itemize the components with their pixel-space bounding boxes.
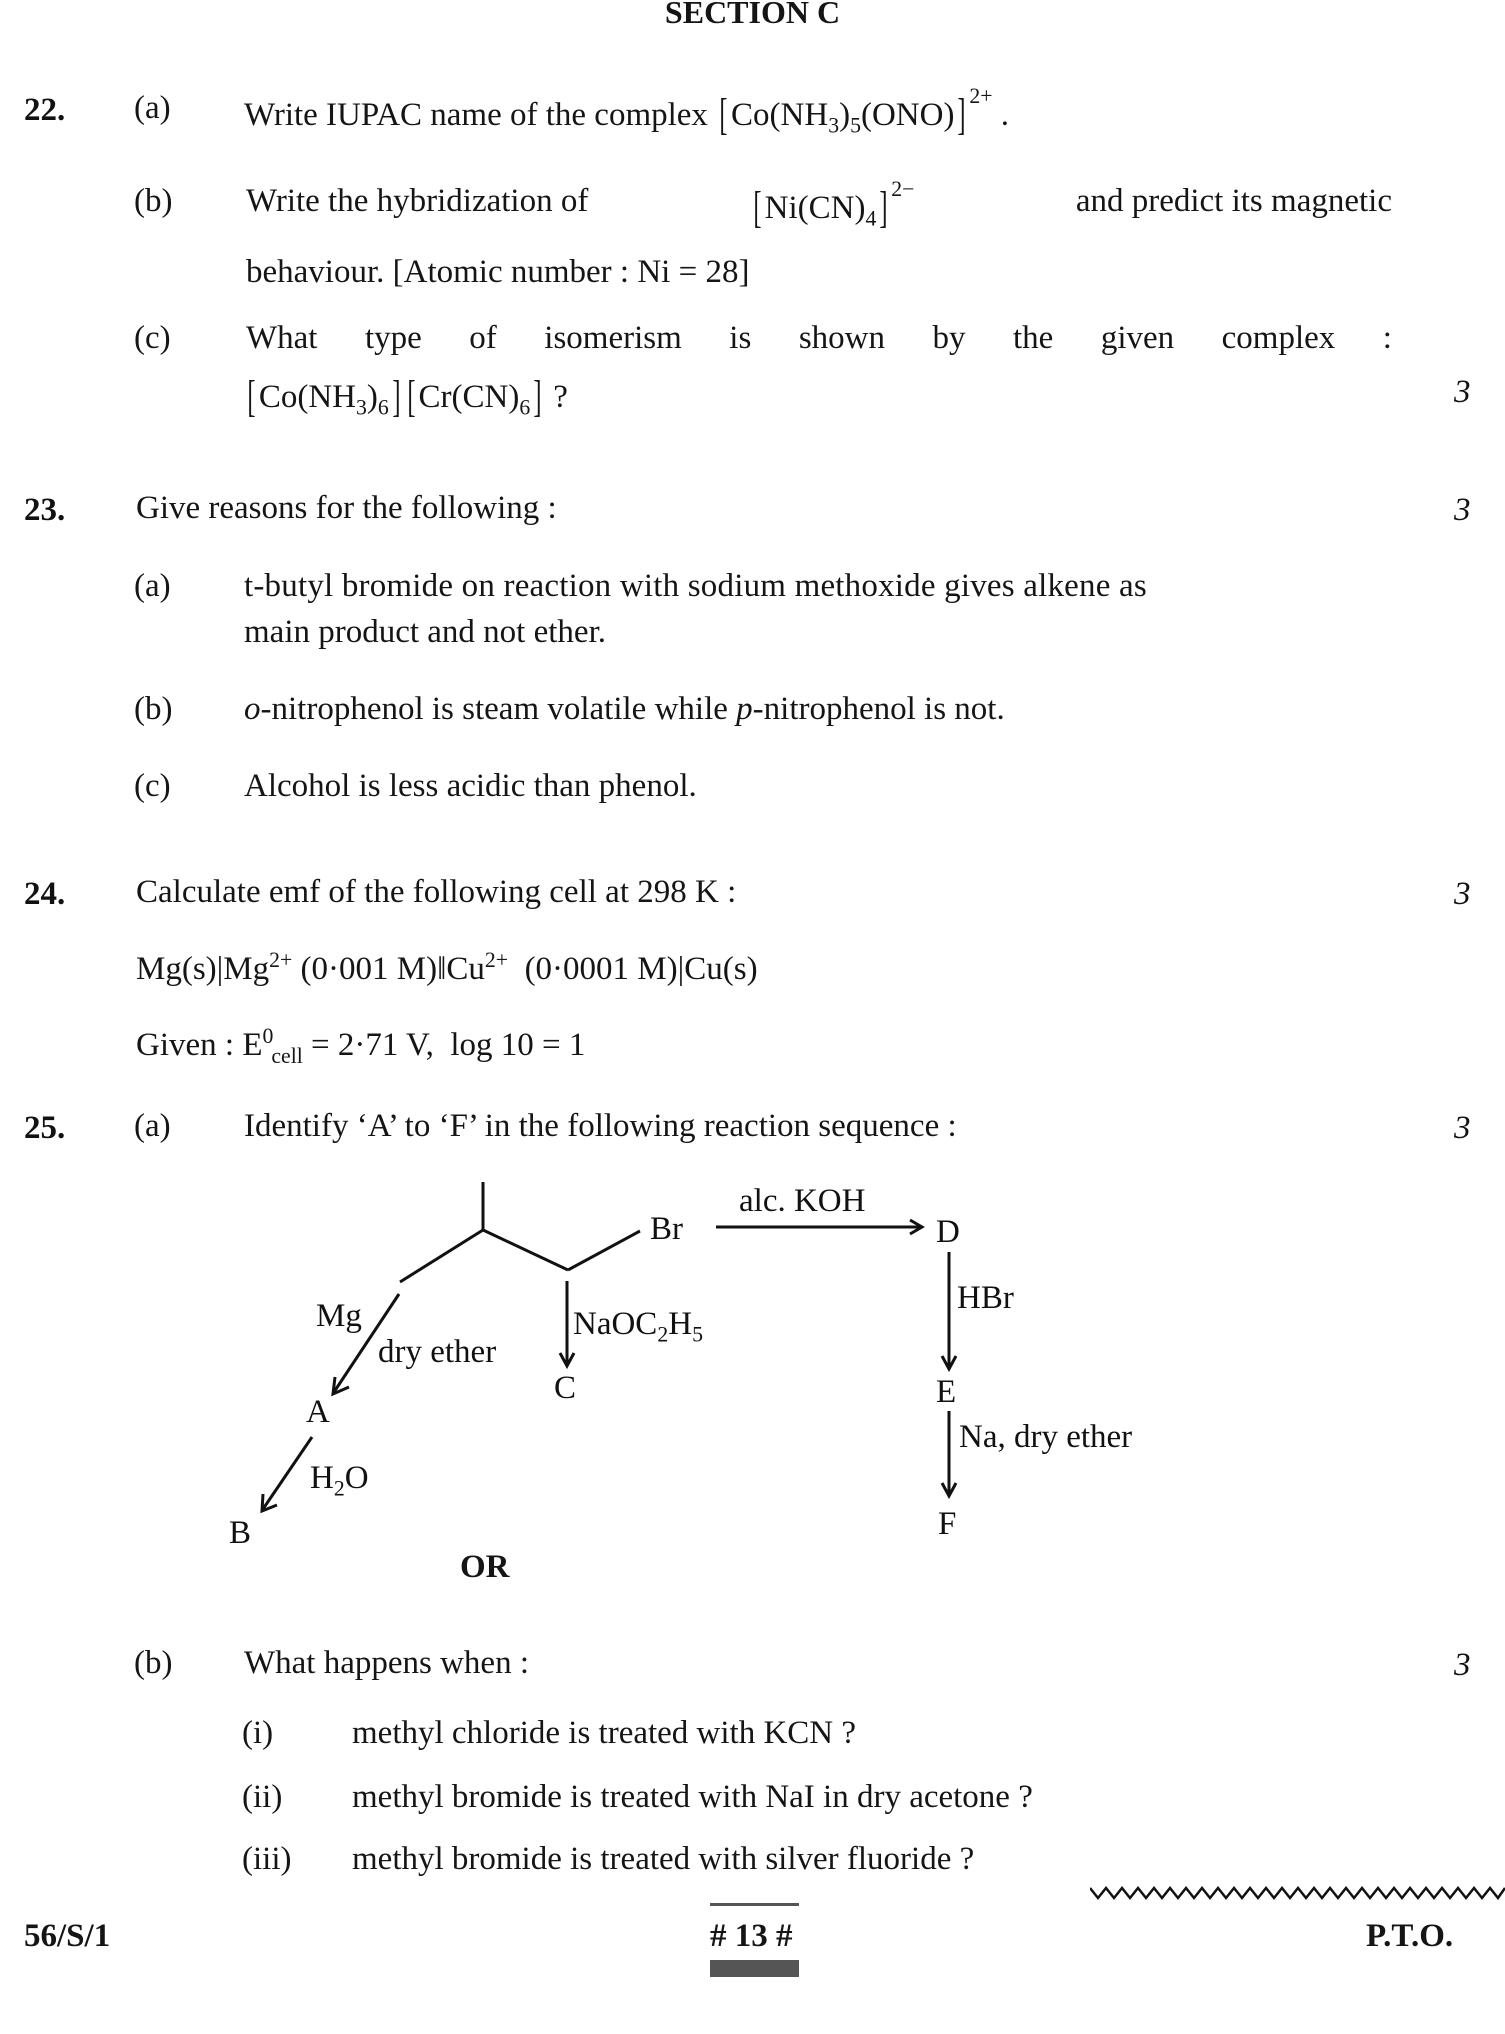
marks: 3 [1454, 876, 1471, 912]
charge-superscript: 2+ [484, 948, 509, 972]
q22b-prompt-post: and predict its magnetic [1075, 183, 1392, 219]
question-number: 25. [24, 1110, 66, 1146]
ion: Cu [446, 951, 485, 987]
phase-boundary: | [677, 951, 685, 987]
formula-part: H [310, 1460, 334, 1496]
product-e: E [936, 1374, 957, 1410]
formula-part: ) [366, 379, 378, 415]
marks: 3 [1454, 1647, 1471, 1683]
text: -nitrophenol is steam volatile while [260, 691, 737, 727]
marks: 3 [1454, 374, 1471, 410]
question-mark: ? [553, 379, 568, 415]
subscript: 6 [377, 395, 389, 420]
q25b-iii-text: methyl bromide is treated with silver fluoride ? [352, 1841, 975, 1877]
page-marker-block [710, 1960, 799, 1977]
q23c-text: Alcohol is less acidic than phenol. [244, 768, 697, 804]
reagent-hbr: HBr [957, 1280, 1014, 1316]
subscript: 6 [519, 395, 531, 420]
word: the [1013, 320, 1054, 356]
word: given [1100, 320, 1175, 356]
q23a-line1: t-butyl bromide on reaction with sodium methoxide gives alkene as [244, 568, 1147, 604]
question-number: 22. [24, 92, 66, 128]
bracket-close: ] [957, 89, 966, 139]
sub-part-label: (i) [242, 1715, 274, 1751]
subscript: 2 [657, 1322, 669, 1347]
bracket-open: [ [753, 182, 762, 232]
formula-part: NaOC [573, 1306, 658, 1342]
bracket-close: ] [392, 371, 401, 421]
cell-subscript: cell [271, 1043, 303, 1068]
word: : [1382, 320, 1392, 356]
formula-part: Cr(CN) [418, 379, 520, 415]
formula-part: H [668, 1306, 693, 1342]
word: isomerism [544, 320, 682, 356]
marks: 3 [1454, 492, 1471, 528]
italic-prefix: p [736, 691, 753, 727]
subscript: 2 [333, 1476, 345, 1501]
word: by [932, 320, 966, 356]
formula-part: (ONO) [860, 97, 955, 133]
concentration: (0·001 M) [292, 951, 438, 987]
subscript: 3 [356, 395, 367, 420]
end-of-questions-wavy-line [1090, 1884, 1505, 1904]
subscript: 3 [828, 113, 840, 138]
word: type [364, 320, 422, 356]
q24-intro: Calculate emf of the following cell at 298 K : [136, 874, 737, 910]
q22b-line2: behaviour. [Atomic number : Ni = 28] [246, 254, 750, 290]
reagent-na-dry-ether: Na, dry ether [959, 1419, 1133, 1455]
q22a-prompt: Write IUPAC name of the complex [244, 97, 708, 133]
product-a: A [306, 1394, 330, 1430]
part-label: (b) [134, 691, 173, 727]
part-label: (b) [134, 1645, 173, 1681]
please-turn-over: P.T.O. [1366, 1918, 1454, 1954]
bracket-open: [ [719, 89, 728, 139]
concentration: (0·0001 M) [508, 951, 678, 987]
reagent-naoc2h5 [573, 1306, 703, 1347]
formula-part: Ni(CN) [764, 190, 866, 226]
word: complex [1221, 320, 1336, 356]
formula-part: Co(NH [258, 379, 357, 415]
question-number: 23. [24, 492, 66, 528]
word: What [246, 320, 318, 356]
bond [483, 1230, 568, 1270]
q25b-ii-text: methyl bromide is treated with NaI in dry acetone ? [352, 1779, 1033, 1815]
anode: Mg(s) [136, 951, 217, 987]
sub-part-label: (iii) [242, 1841, 292, 1877]
phase-boundary: | [216, 951, 224, 987]
bracket-close: ] [533, 371, 542, 421]
reagent-mg: Mg [316, 1298, 362, 1334]
paper-code: 56/S/1 [24, 1918, 111, 1954]
bromine-label: Br [650, 1211, 683, 1247]
word: is [729, 320, 752, 356]
question-number: 24. [24, 876, 66, 912]
formula-part: O [344, 1460, 369, 1496]
reagent-alc-koh: alc. KOH [739, 1183, 866, 1219]
q23-intro: Give reasons for the following : [136, 490, 557, 526]
q25b-text: What happens when : [244, 1645, 529, 1681]
page-number-rule [710, 1903, 799, 1906]
word: of [469, 320, 497, 356]
given-values: = 2·71 V, log 10 = 1 [302, 1027, 586, 1063]
product-b: B [229, 1515, 252, 1551]
part-label: (b) [134, 183, 173, 219]
italic-prefix: o [244, 691, 261, 727]
or-separator: OR [460, 1549, 510, 1585]
charge-superscript: 2− [891, 177, 915, 201]
salt-bridge: ‖ [437, 951, 447, 987]
section-title: SECTION C [664, 0, 841, 30]
given-prefix: Given : E [136, 1027, 263, 1063]
q23a-line2: main product and not ether. [244, 614, 606, 650]
marks: 3 [1454, 1110, 1471, 1146]
product-d: D [936, 1214, 960, 1250]
part-label: (a) [134, 568, 171, 604]
charge-superscript: 2+ [269, 948, 293, 972]
part-label: (c) [134, 320, 171, 356]
subscript: 5 [692, 1322, 703, 1347]
bracket-open: [ [406, 371, 416, 421]
bond [400, 1230, 483, 1282]
q22b-prompt-pre: Write the hybridization of [246, 183, 589, 219]
reagent-dry-ether: dry ether [378, 1334, 497, 1370]
charge-superscript: 2+ [969, 84, 993, 108]
part-label: (c) [134, 768, 171, 804]
q25b-i-text: methyl chloride is treated with KCN ? [352, 1715, 857, 1751]
part-label: (a) [134, 90, 171, 126]
bracket-open: [ [247, 371, 256, 421]
arrow-h2o [263, 1437, 312, 1509]
cathode: Cu(s) [684, 951, 758, 987]
product-f: F [938, 1506, 957, 1542]
q25a-text: Identify ‘A’ to ‘F’ in the following reaction sequence : [244, 1108, 957, 1144]
bracket-close: ] [879, 182, 888, 232]
formula-part: ) [839, 97, 851, 133]
product-c: C [554, 1370, 577, 1406]
reagent-h2o [310, 1460, 369, 1501]
formula-part: Co(NH [731, 97, 829, 133]
sub-part-label: (ii) [242, 1779, 283, 1815]
subscript: 5 [850, 113, 861, 138]
subscript: 4 [865, 206, 877, 231]
period: . [1000, 97, 1009, 133]
text: -nitrophenol is not. [752, 691, 1005, 727]
word: shown [798, 320, 885, 356]
standard-superscript: 0 [262, 1024, 274, 1048]
c-br-bond [568, 1231, 640, 1270]
part-label: (a) [134, 1108, 171, 1144]
page-number: # 13 # [710, 1918, 793, 1954]
ion: Mg [223, 951, 270, 987]
